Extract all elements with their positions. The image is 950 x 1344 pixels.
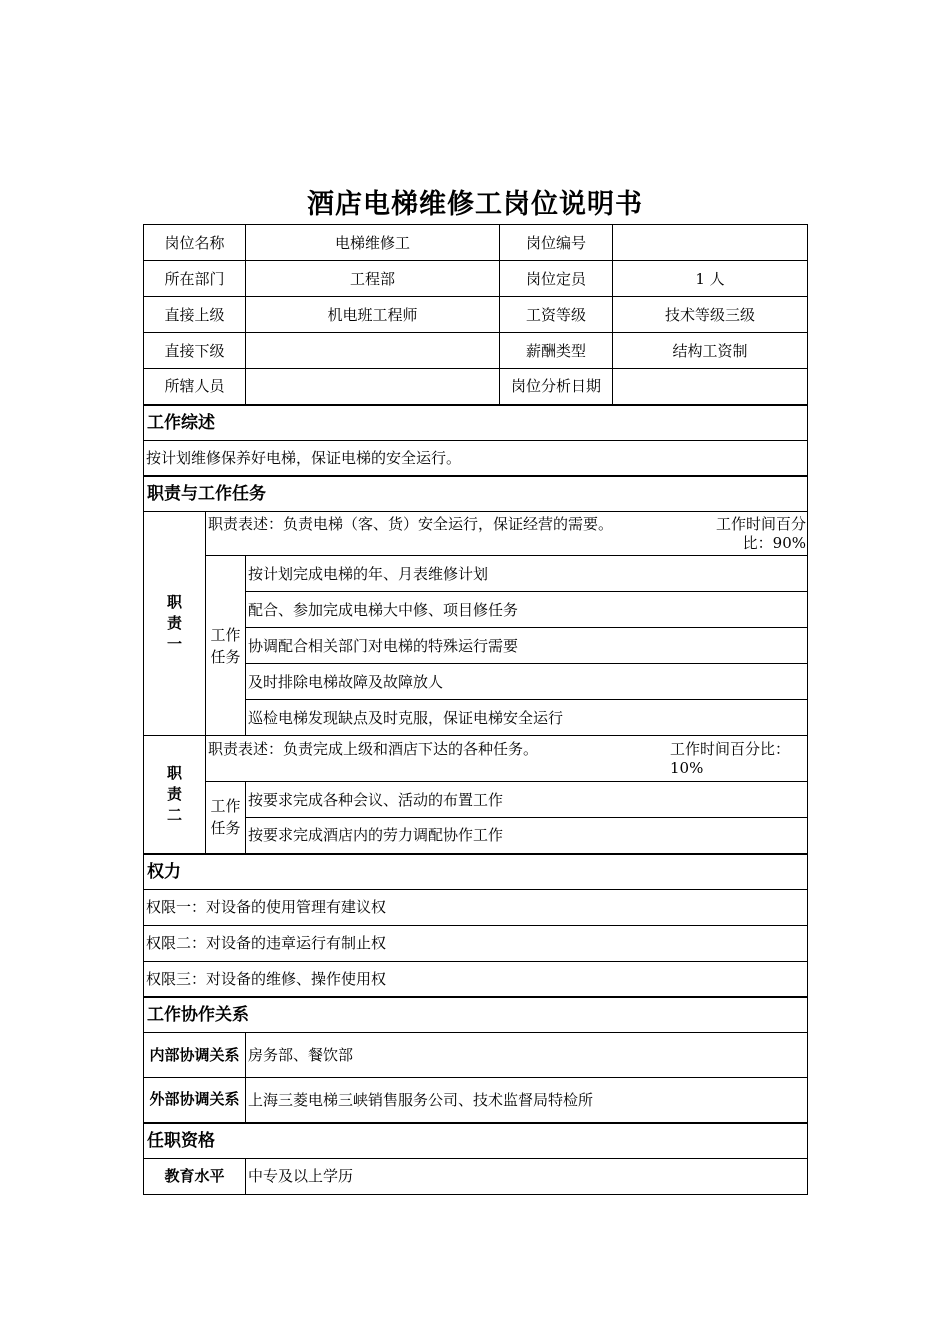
basic-value: 机电班工程师 [246,297,500,333]
external-relations-label: 外部协调关系 [144,1078,246,1123]
basic-label: 所辖人员 [144,369,246,405]
job-description-table [143,224,807,1195]
basic-row [144,225,808,261]
duty2-description [206,736,808,782]
basic-value [613,225,808,261]
duty1-time-share: 工作时间百分比：90% [716,514,807,552]
document-title: 酒店电梯维修工岗位说明书 [307,189,643,220]
basic-label: 工资等级 [500,297,613,333]
authority-item: 权限三：对设备的维修、操作使用权 [144,961,808,997]
section-heading-qualification: 任职资格 [144,1123,808,1159]
duty2-task-label: 工作任务 [206,782,246,854]
basic-label: 直接上级 [144,297,246,333]
basic-value [246,369,500,405]
basic-label: 直接下级 [144,333,246,369]
basic-value: 电梯维修工 [246,225,500,261]
duty2-task: 按要求完成各种会议、活动的布置工作 [246,782,808,818]
basic-row [144,297,808,333]
education-label: 教育水平 [144,1158,246,1194]
authority-item: 权限一：对设备的使用管理有建议权 [144,889,808,925]
basic-label: 岗位定员 [500,261,613,297]
basic-value [246,333,500,369]
duty1-task-label: 工作任务 [206,556,246,736]
section-heading-authority: 权力 [144,854,808,890]
basic-label: 薪酬类型 [500,333,613,369]
duty1-task: 巡检电梯发现缺点及时克服，保证电梯安全运行 [246,700,808,736]
section-heading-duties: 职责与工作任务 [144,476,808,512]
summary-text: 按计划维修保养好电梯，保证电梯的安全运行。 [144,440,808,476]
duty2-label: 职责二 [144,736,206,854]
basic-value [613,369,808,405]
duty1-task: 配合、参加完成电梯大中修、项目修任务 [246,592,808,628]
section-heading-relations: 工作协作关系 [144,997,808,1033]
section-heading-summary: 工作综述 [144,405,808,441]
basic-label: 岗位编号 [500,225,613,261]
basic-row [144,333,808,369]
authority-item: 权限二：对设备的违章运行有制止权 [144,925,808,961]
basic-value: 技术等级三级 [613,297,808,333]
duty2-task: 按要求完成酒店内的劳力调配协作工作 [246,818,808,854]
internal-relations-value: 房务部、餐饮部 [246,1033,808,1078]
duty1-label: 职责一 [144,512,206,736]
basic-row [144,261,808,297]
internal-relations-label: 内部协调关系 [144,1033,246,1078]
duty1-task: 协调配合相关部门对电梯的特殊运行需要 [246,628,808,664]
basic-label: 岗位名称 [144,225,246,261]
duty1-task: 按计划完成电梯的年、月表维修计划 [246,556,808,592]
education-value: 中专及以上学历 [246,1158,808,1194]
basic-value: 工程部 [246,261,500,297]
duty2-desc-text: 职责表述：负责完成上级和酒店下达的各种任务。 [208,739,539,758]
basic-value: 1 人 [613,261,808,297]
basic-value: 结构工资制 [613,333,808,369]
duty1-description [206,512,808,556]
basic-label: 所在部门 [144,261,246,297]
basic-label: 岗位分析日期 [500,369,613,405]
duty2-time-share: 工作时间百分比：10% [670,739,791,777]
external-relations-value: 上海三菱电梯三峡销售服务公司、技术监督局特检所 [246,1078,808,1123]
basic-row [144,369,808,405]
duty1-task: 及时排除电梯故障及故障放人 [246,664,808,700]
duty1-desc-text: 职责表述：负责电梯（客、货）安全运行，保证经营的需要。 [208,514,614,533]
